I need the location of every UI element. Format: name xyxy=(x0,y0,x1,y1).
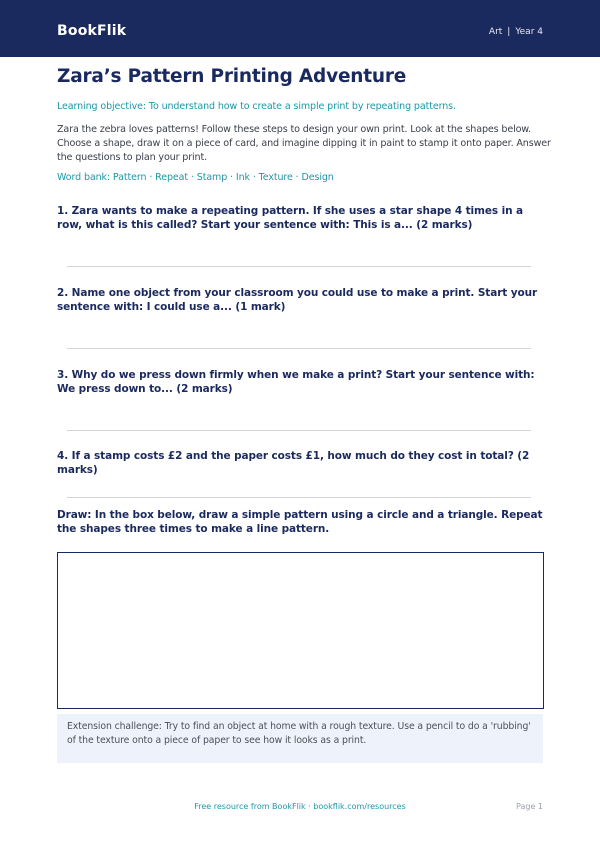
word-bank: Word bank: Pattern · Repeat · Stamp · Ink · Texture · Design xyxy=(57,172,334,183)
question-2: 2. Name one object from your classroom you could use to make a print. Start your sentence with: I could use a... (1 mark) xyxy=(57,287,538,314)
answer-line-4[interactable] xyxy=(67,497,531,498)
header-meta xyxy=(489,27,543,37)
page-number: Page 1 xyxy=(516,802,543,811)
header-separator: | xyxy=(507,27,511,37)
intro-paragraph: Zara the zebra loves patterns! Follow these steps to design your own print. Look at the shapes below. Choose a shape, draw it on a piece of card, and imagine dipping it in paint to stamp it onto paper. Answer the questions to plan your print. xyxy=(57,124,551,163)
question-4: 4. If a stamp costs £2 and the paper costs £1, how much do they cost in total? (2 marks) xyxy=(57,450,530,477)
question-3: 3. Why do we press down firmly when we make a print? Start your sentence with: We press down to... (2 marks) xyxy=(57,369,535,396)
subject-label: Art xyxy=(488,27,503,37)
drawing-box[interactable] xyxy=(57,552,544,709)
brand-logo[interactable]: BookFlik xyxy=(57,23,127,39)
footer-link[interactable]: Free resource from BookFlik · bookflik.com/resources xyxy=(194,802,406,811)
draw-instruction: Draw: In the box below, draw a simple pattern using a circle and a triangle. Repeat the shapes three times to make a line pattern. xyxy=(57,509,543,536)
year-label: Year 4 xyxy=(515,27,543,37)
answer-line-2[interactable] xyxy=(67,348,531,349)
extension-challenge: Extension challenge: Try to find an object at home with a rough texture. Use a pencil to do a 'rubbing' of the texture onto a piece of paper to see how it looks as a print. xyxy=(57,714,543,763)
question-1: 1. Zara wants to make a repeating pattern. If she uses a star shape 4 times in a row, what is this called? Start your sentence with: This is a... (2 marks) xyxy=(57,205,524,232)
header-bar xyxy=(0,0,600,57)
answer-line-1[interactable] xyxy=(67,266,531,267)
page-title: Zara’s Pattern Printing Adventure xyxy=(57,66,407,87)
learning-objective: Learning objective: To understand how to create a simple print by repeating patterns. xyxy=(57,101,456,112)
answer-line-3[interactable] xyxy=(67,430,531,431)
